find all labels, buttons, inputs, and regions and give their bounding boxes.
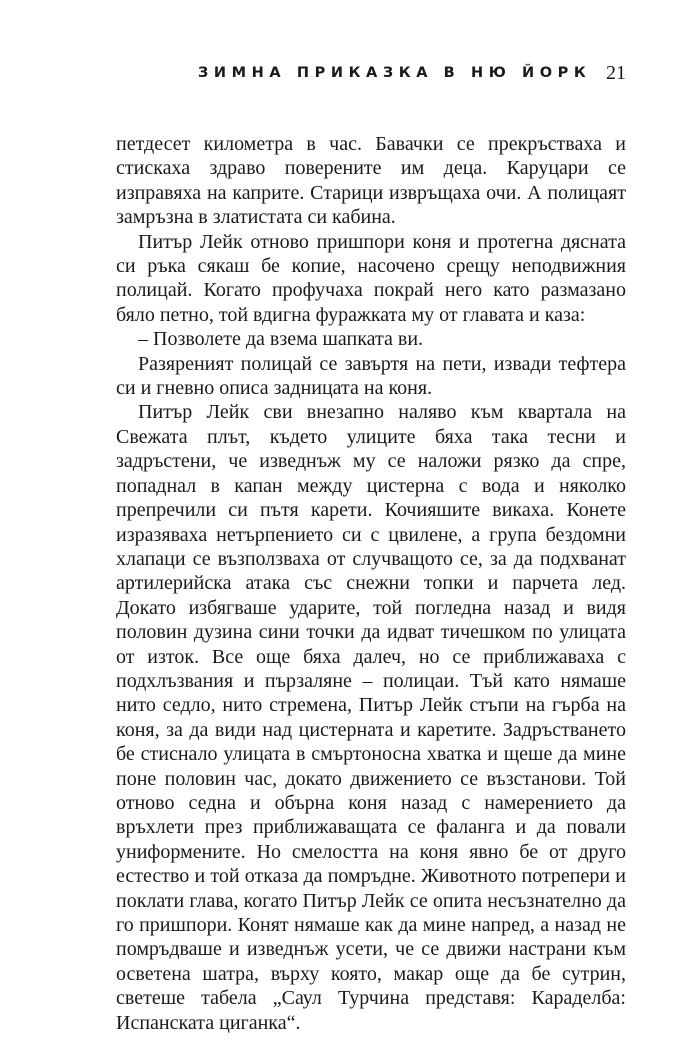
paragraph: петдесет километра в час. Бавачки се прекръстваха и стискаха здраво поверените им деца. Каруцари се изправяха на каприте. Старици извръщаха очи. А полицаят замръзна в златистата си кабина. [116, 133, 626, 229]
running-title: ЗИМНА ПРИКАЗКА В НЮ ЙОРК [198, 65, 592, 81]
running-header [116, 62, 626, 88]
paragraph: Питър Лейк сви внезапно наляво към квартала на Свежата плът, където улиците бяха така тесни и задръстени, че изведнъж му се наложи рязко да спре, попаднал в капан между цистерна с вода и няколко препречили си пътя карети. Кочияшите викаха. Конете изразяваха нетърпението си с цвилене, а група бездомни хлапаци се възползваха от случващото се, за да подхванат артилерийска атака със снежни топки и парчета лед. Докато избягваше ударите, той погледна назад и видя половин дузина сини точки да идват тичешком по улицата от изток. Все още бяха далеч, но се приближаваха с подхлъзвания и пързаляне – полицаи. Тъй като нямаше нито седло, нито стремена, Питър Лейк стъпи на гърба на коня, за да види над цистерната и каретите. Задръстването бе стиснало улицата в смъртоносна хватка и щеше да мине поне половин час, докато движението се възстанови. Той отново седна и обърна коня назад с намерението да връхлети през приближаващата се фаланга и да повали униформените. Но смелостта на коня явно бе от друго естество и той отказа да помръдне. Животното потрепери и поклати глава, когато Питър Лейк се опита несъзнателно да го пришпори. Конят нямаше как да мине напред, а назад не помръдваше и изведнъж усети, че се движи настрани към осветена шатра, върху която, макар още да бе сутрин, светеше табела „Саул Турчина представя: Караделба: Испанската циганка“. [116, 401, 626, 1034]
page-number: 21 [606, 62, 626, 84]
paragraph: Разяреният полицай се завъртя на пети, извади тефтера си и гневно описа задницата на коня. [116, 352, 626, 400]
dialogue-line: – Позволете да взема шапката ви. [138, 328, 424, 351]
body-text [116, 132, 626, 1035]
paragraph: Питър Лейк отново пришпори коня и протегна дясната си ръка сякаш бе копие, насочено срещу неподвижния полицай. Когато профучаха покрай него като размазано бяло петно, той вдигна фуражката му от главата и каза: [116, 230, 626, 326]
